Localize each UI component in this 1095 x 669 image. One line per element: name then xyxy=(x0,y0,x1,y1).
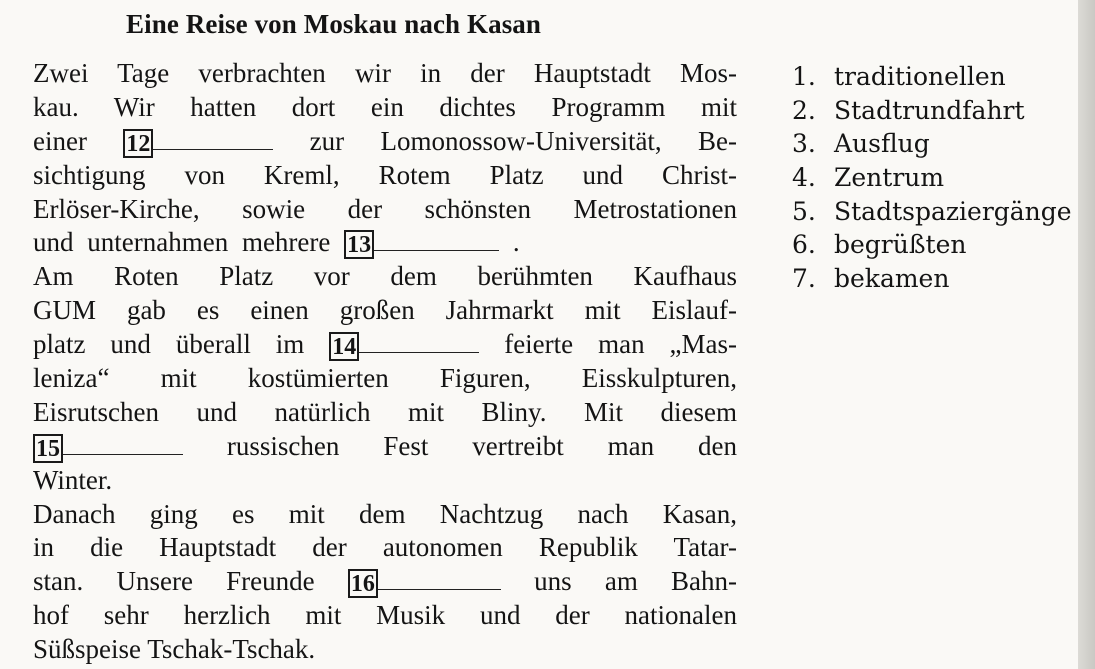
text-line: Erlöser-Kirche, sowie der schönsten Metrostationen xyxy=(33,193,737,224)
text-line: in die Hauptstadt der autonomen Republik Tatar- xyxy=(33,532,737,563)
text-segment: feierte man „Mas- xyxy=(504,329,738,360)
gap-15 xyxy=(33,430,183,464)
exercise-text xyxy=(33,57,737,667)
text-line xyxy=(33,226,737,260)
gap-blank-line xyxy=(378,567,501,590)
text-segment: russischen Fest vertreibt man den xyxy=(226,430,737,461)
text-line: sichtigung von Kreml, Rotem Platz und Christ- xyxy=(33,159,737,190)
text-line: Zwei Tage verbrachten wir in der Hauptstadt Mos- xyxy=(33,58,737,88)
gap-number-box: 15 xyxy=(33,434,63,463)
page-edge xyxy=(1078,0,1095,669)
gap-blank-line xyxy=(153,127,273,150)
option-word: begrüßten xyxy=(834,230,967,260)
option-item xyxy=(792,262,1072,296)
text-segment: uns am Bahn- xyxy=(534,566,738,597)
option-number: 1. xyxy=(792,62,816,91)
option-item xyxy=(792,94,1072,128)
option-word: Ausflug xyxy=(834,129,930,159)
gap-number-box: 16 xyxy=(348,569,378,598)
text-line xyxy=(33,565,737,599)
option-number: 2. xyxy=(792,95,816,125)
text-segment: platz und überall im xyxy=(33,329,305,360)
page-title: Eine Reise von Moskau nach Kasan xyxy=(126,9,542,39)
option-number: 5. xyxy=(792,196,816,226)
text-line: Am Roten Platz vor dem berühmten Kaufhaus xyxy=(33,261,737,292)
gap-blank-line xyxy=(374,228,499,251)
option-word: bekamen xyxy=(834,264,950,294)
gap-blank-line xyxy=(63,432,183,455)
option-word: Stadtspaziergänge xyxy=(834,196,1072,226)
text-segment: . xyxy=(512,227,520,258)
option-item xyxy=(792,127,1072,161)
option-item xyxy=(792,195,1072,229)
text-line: Eisrutschen und natürlich mit Bliny. Mit diesem xyxy=(33,396,737,427)
word-options-list xyxy=(792,60,1072,296)
option-item xyxy=(792,161,1072,195)
text-segment: einer xyxy=(33,125,87,156)
text-line: hof sehr herzlich mit Musik und der nationalen xyxy=(33,600,737,631)
text-line: Winter. xyxy=(33,464,113,495)
text-segment: stan. Unsere Freunde xyxy=(33,566,315,597)
gap-12 xyxy=(123,125,273,159)
text-line xyxy=(33,328,737,362)
option-item xyxy=(792,60,1072,94)
gap-16 xyxy=(348,565,501,599)
text-segment: und unternahmen mehrere xyxy=(33,227,331,258)
gap-number-box: 14 xyxy=(329,332,359,361)
option-word: traditionellen xyxy=(834,62,1006,91)
gap-number-box: 12 xyxy=(123,129,153,158)
text-line xyxy=(33,125,737,159)
text-line: leniza“ mit kostümierten Figuren, Eisskulpturen, xyxy=(33,363,737,394)
option-number: 7. xyxy=(792,264,816,294)
option-item xyxy=(792,228,1072,262)
text-line: Danach ging es mit dem Nachtzug nach Kasan, xyxy=(33,498,737,529)
gap-14 xyxy=(329,328,479,362)
gap-13 xyxy=(344,226,499,260)
text-line: GUM gab es einen großen Jahrmarkt mit Eislauf- xyxy=(33,295,737,326)
option-number: 6. xyxy=(792,230,816,260)
gap-number-box: 13 xyxy=(344,230,374,259)
text-line: kau. Wir hatten dort ein dichtes Programm mit xyxy=(33,91,737,122)
text-segment: zur Lomonossow-Universität, Be- xyxy=(309,125,738,156)
option-number: 4. xyxy=(792,163,816,193)
gap-blank-line xyxy=(359,330,479,353)
text-line xyxy=(33,430,737,464)
option-number: 3. xyxy=(792,129,816,159)
text-line: Süßspeise Tschak-Tschak. xyxy=(33,634,316,665)
option-word: Stadtrundfahrt xyxy=(834,95,1025,125)
option-word: Zentrum xyxy=(834,163,945,193)
